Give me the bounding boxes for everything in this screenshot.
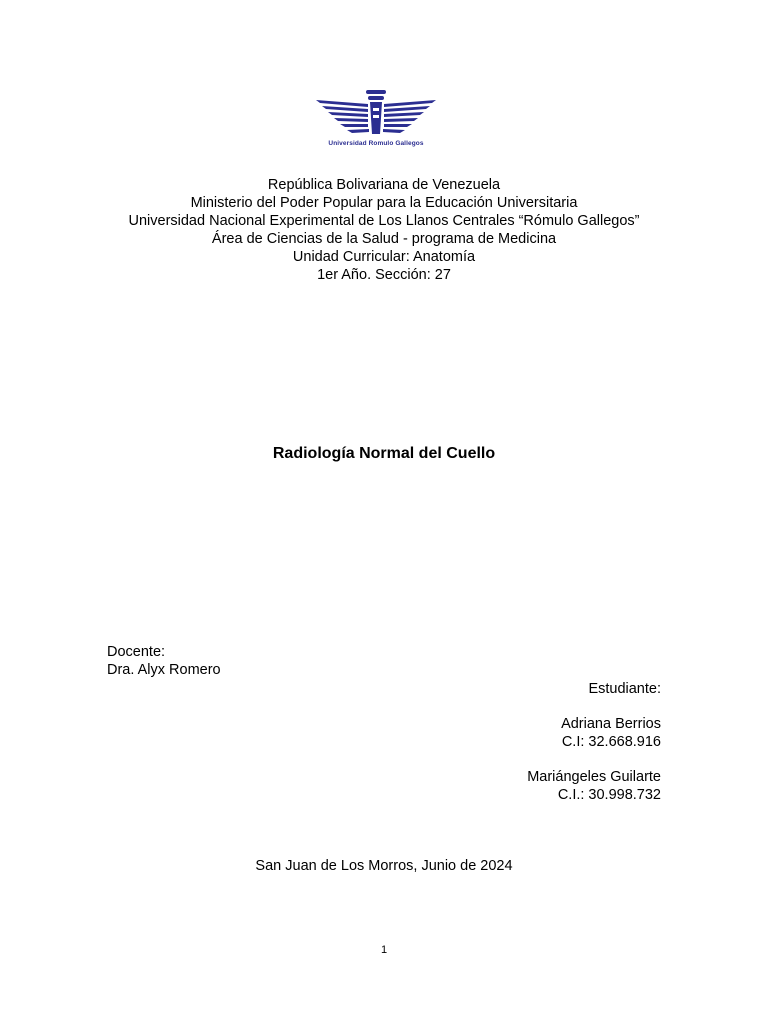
student-name: Mariángeles Guilarte <box>527 769 661 785</box>
header-line-ministry: Ministerio del Poder Popular para la Educación Universitaria <box>190 195 578 211</box>
logo-caption: Universidad Romulo Gallegos <box>328 140 424 147</box>
header-line-area: Área de Ciencias de la Salud - programa de Medicina <box>211 231 557 247</box>
page-number: 1 <box>380 944 388 956</box>
document-title: Radiología Normal del Cuello <box>272 445 496 462</box>
university-logo <box>312 88 440 158</box>
teacher-label: Docente: <box>107 644 166 660</box>
student-name: Adriana Berrios <box>561 716 661 732</box>
header-line-section: 1er Año. Sección: 27 <box>317 267 451 283</box>
teacher-block <box>107 643 221 679</box>
students-block <box>527 680 661 804</box>
students-label: Estudiante: <box>588 681 661 697</box>
student-id: C.I: 32.668.916 <box>561 734 661 750</box>
student-id: C.I.: 30.998.732 <box>557 787 661 803</box>
header-line-university: Universidad Nacional Experimental de Los Llanos Centrales “Rómulo Gallegos” <box>128 213 640 229</box>
place-and-date: San Juan de Los Morros, Junio de 2024 <box>255 858 513 874</box>
university-emblem-wings-icon <box>312 88 440 138</box>
header-line-course: Unidad Curricular: Anatomía <box>292 249 476 265</box>
institution-header <box>0 176 768 284</box>
teacher-name: Dra. Alyx Romero <box>107 662 221 678</box>
header-line-country: República Bolivariana de Venezuela <box>267 177 501 193</box>
